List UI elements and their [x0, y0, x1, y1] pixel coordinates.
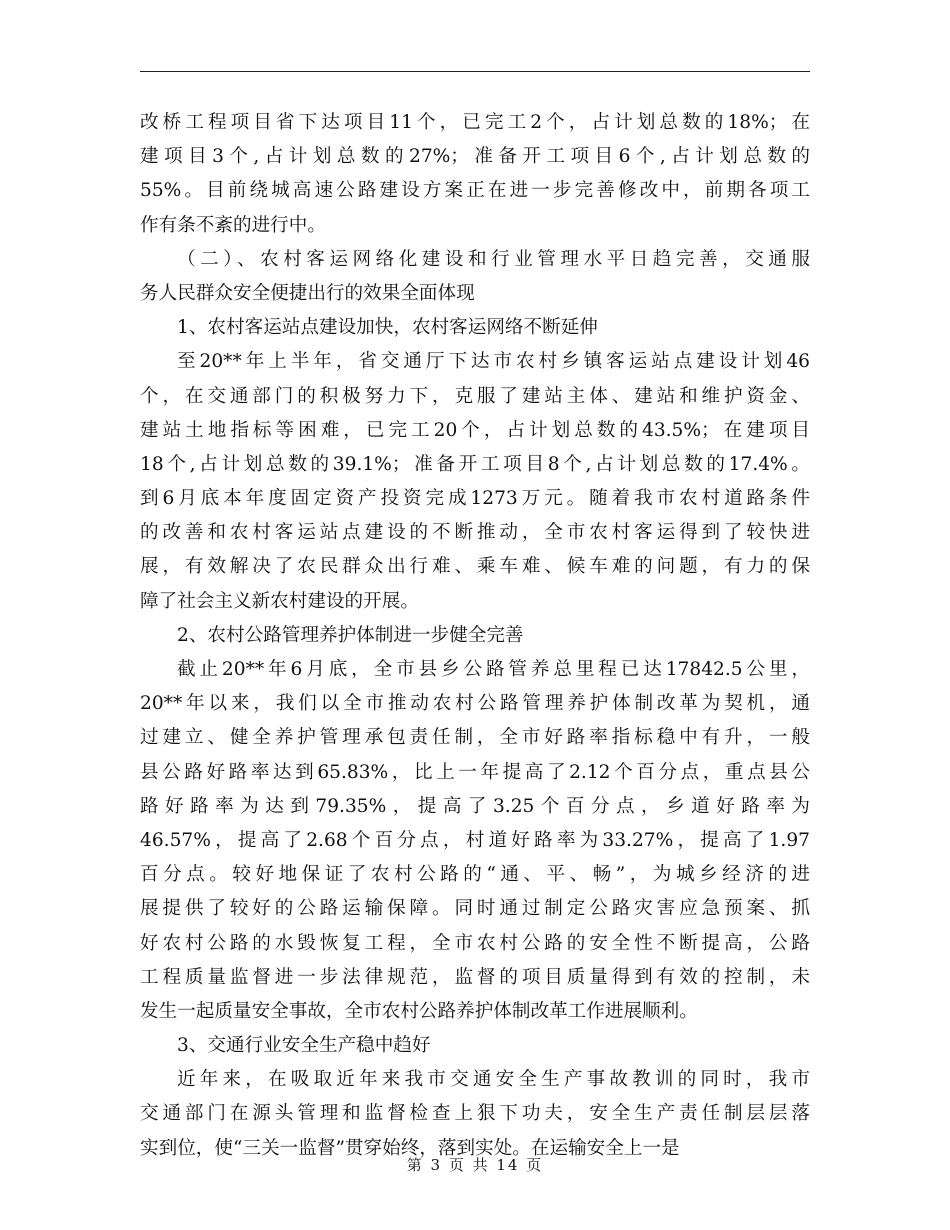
footer-prefix: 第 — [406, 1156, 424, 1174]
text-line: 实到位，使“三关一监督”贯穿始终，落到实处。在运输安全上一是 — [140, 1137, 680, 1159]
text-line: 1、农村客运站点建设加快，农村客运网络不断延伸 — [177, 317, 598, 339]
text-line: 18个,占计划总数的39.1%；准备开工项目8个,占计划总数的17.4%。 — [140, 453, 810, 475]
text-line: 工程质量监督进一步法律规范，监督的项目质量得到有效的控制，未 — [140, 966, 810, 988]
text-line: 好农村公路的水毁恢复工程，全市农村公路的安全性不断提高，公路 — [140, 932, 810, 954]
text-line: 务人民群众安全便捷出行的效果全面体现 — [140, 282, 475, 304]
text-line: 至20**年上半年，省交通厅下达市农村乡镇客运站点建设计划46 — [177, 351, 810, 373]
header-rule — [140, 71, 810, 72]
text-line: 建站土地指标等困难，已完工20个，占计划总数的43.5%；在建项目 — [140, 419, 810, 441]
text-line: 的改善和农村客运站点建设的不断推动，全市农村客运得到了较快进 — [140, 522, 810, 544]
text-line: 2、农村公路管理养护体制进一步健全完善 — [177, 624, 524, 646]
text-line: 百分点。较好地保证了农村公路的“通、平、畅”，为城乡经济的进 — [140, 864, 810, 886]
page-footer — [0, 1154, 950, 1175]
text-line: 近年来，在吸取近年来我市交通安全生产事故教训的同时，我市 — [177, 1069, 810, 1091]
text-line: 55%。目前绕城高速公路建设方案正在进一步完善修改中，前期各项工 — [140, 180, 810, 202]
footer-suffix: 页 — [526, 1156, 544, 1174]
text-line: 建项目3个,占计划总数的27%；准备开工项目6个,占计划总数的 — [140, 146, 810, 168]
footer-middle: 页 共 — [448, 1156, 490, 1174]
document-body — [140, 106, 810, 1166]
text-line: 发生一起质量安全事故，全市农村公路养护体制改革工作进展顺利。 — [140, 1000, 698, 1022]
text-line: 过建立、健全养护管理承包责任制，全市好路率指标稳中有升，一般 — [140, 727, 810, 749]
text-line: 展提供了较好的公路运输保障。同时通过制定公路灾害应急预案、抓 — [140, 898, 810, 920]
text-line: 到6月底本年度固定资产投资完成1273万元。随着我市农村道路条件 — [140, 488, 810, 510]
text-line: （二）、农村客运网络化建设和行业管理水平日趋完善，交通服 — [177, 248, 810, 270]
text-line: 改桥工程项目省下达项目11个，已完工2个，占计划总数的18%；在 — [140, 112, 810, 133]
text-line: 县公路好路率达到65.83%，比上一年提高了2.12个百分点，重点县公 — [140, 761, 810, 783]
text-line: 20**年以来，我们以全市推动农村公路管理养护体制改革为契机，通 — [140, 693, 810, 715]
text-line: 展，有效解决了农民群众出行难、乘车难、候车难的问题，有力的保 — [140, 556, 810, 578]
text-line: 截止20**年6月底，全市县乡公路管养总里程已达17842.5公里， — [177, 659, 810, 680]
text-line: 作有条不紊的进行中。 — [140, 214, 326, 236]
text-line: 障了社会主义新农村建设的开展。 — [140, 590, 419, 612]
footer-total-pages: 14 — [496, 1156, 520, 1174]
text-line: 46.57%，提高了2.68个百分点，村道好路率为33.27%，提高了1.97 — [140, 829, 810, 851]
text-line: 交通部门在源头管理和监督检查上狠下功夫，安全生产责任制层层落 — [140, 1103, 810, 1125]
text-line: 路好路率为达到79.35%，提高了3.25个百分点，乡道好路率为 — [140, 795, 810, 817]
text-line: 个，在交通部门的积极努力下，克服了建站主体、建站和维护资金、 — [140, 385, 810, 407]
footer-page-number: 3 — [430, 1156, 443, 1174]
text-line: 3、交通行业安全生产稳中趋好 — [177, 1035, 431, 1057]
